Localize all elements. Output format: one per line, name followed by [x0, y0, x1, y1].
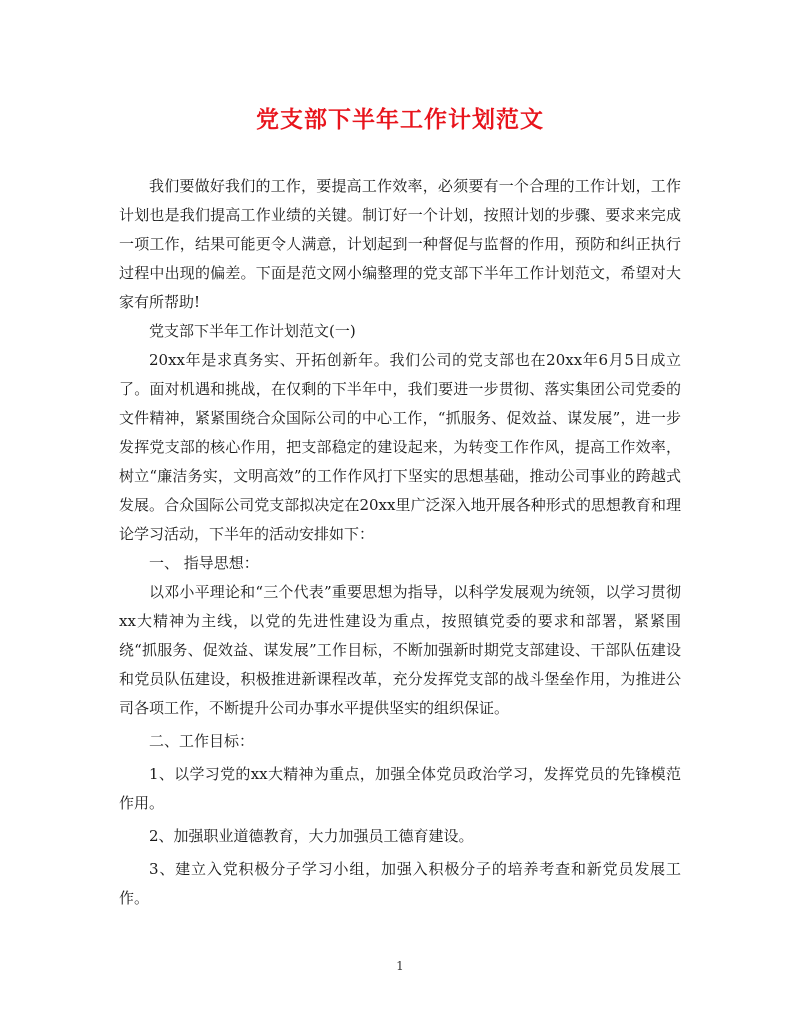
document-body — [119, 172, 681, 913]
goal-item-2: 2、加强职业道德教育，大力加强员工德育建设。 — [149, 827, 474, 845]
page-number: 1 — [396, 959, 404, 973]
section-heading-plan-one: 党支部下半年工作计划范文(一) — [149, 322, 356, 340]
intro-paragraph: 我们要做好我们的工作，要提高工作效率，必须要有一个合理的工作计划，工作计划也是我们提高工作业绩的关键。制订好一个计划，按照计划的步骤、要求来完成一项工作，结果可能更令人满意，计划起到一种督促与监督的作用，预防和纠正执行过程中出现的偏差。下面是范文网小编整理的党支部下半年工作计划范文，希望对大家有所帮助! — [119, 177, 681, 311]
goal-item-1: 1、以学习党的xx大精神为重点，加强全体党员政治学习，发挥党员的先锋模范作用。 — [119, 765, 681, 812]
heading-work-goals: 二、工作目标： — [149, 732, 255, 750]
heading-guiding-ideology: 一、 指导思想： — [149, 554, 259, 572]
goal-item-3: 3、建立入党积极分子学习小组，加强入积极分子的培养考查和新党员发展工作。 — [119, 860, 681, 907]
guiding-ideology-paragraph: 以邓小平理论和“三个代表”重要思想为指导，以科学发展观为统领，以学习贯彻xx大精神为主线，以党的先进性建设为重点，按照镇党委的要求和部署，紧紧围绕“抓服务、促效益、谋发展”工作目标，不断加强新时期党支部建设、干部队伍建设和党员队伍建设，积极推进新课程改革，充分发挥党支部的战斗堡垒作用，为推进公司各项工作，不断提升公司办事水平提供坚实的组织保证。 — [119, 583, 681, 717]
document-title: 党支部下半年工作计划范文 — [256, 106, 544, 133]
background-paragraph: 20xx年是求真务实、开拓创新年。我们公司的党支部也在20xx年6月5日成立了。面对机遇和挑战，在仅剩的下半年中，我们要进一步贯彻、落实集团公司党委的文件精神，紧紧围绕合众国际公司的中心工作，“抓服务、促效益、谋发展”，进一步发挥党支部的核心作用，把支部稳定的建设起来，为转变工作作风，提高工作效率，树立“廉洁务实，文明高效”的工作作风打下坚实的思想基础，推动公司事业的跨越式发展。合众国际公司党支部拟决定在20xx里广泛深入地开展各种形式的思想教育和理论学习活动，下半年的活动安排如下： — [119, 351, 681, 543]
